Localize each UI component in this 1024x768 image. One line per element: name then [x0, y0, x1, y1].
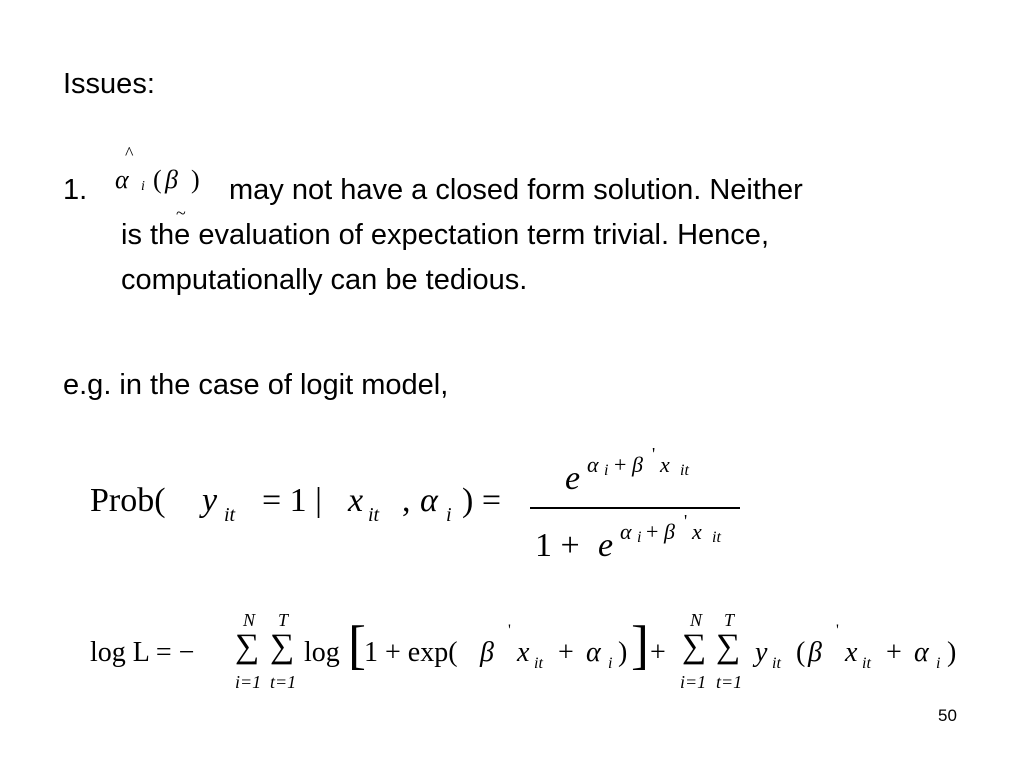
item1-line3: computationally can be tedious. — [121, 264, 528, 296]
y-2-it: it — [772, 655, 781, 672]
close-paren: ) — [191, 165, 200, 194]
sum4-T: T — [724, 610, 735, 630]
sum3-sigma: ∑ — [682, 628, 707, 665]
den-x: x — [692, 519, 702, 544]
slide-heading: Issues: — [63, 68, 155, 100]
comma: , — [402, 482, 411, 519]
x-subscript: it — [368, 504, 380, 526]
open-bracket: [ — [348, 615, 366, 675]
num-prime: ' — [652, 444, 656, 464]
num-it: it — [680, 462, 689, 479]
den-plus: + — [646, 519, 659, 544]
sum3-i1: i=1 — [680, 672, 707, 692]
den-beta: β — [664, 519, 675, 544]
alpha-2-i: i — [936, 655, 941, 672]
y-2: y — [755, 637, 768, 668]
close-paren-2: ) — [947, 637, 957, 668]
sum1-i1: i=1 — [235, 672, 262, 692]
item1-line2: is the evaluation of expectation term trivial. Hence, — [121, 219, 769, 251]
den-prime: ' — [684, 511, 688, 531]
den-alpha: α — [620, 519, 632, 544]
loglik-equation — [90, 610, 990, 700]
sum2-sigma: ∑ — [270, 628, 295, 665]
close-bracket: ] — [631, 615, 649, 675]
plus-2: + — [650, 637, 666, 668]
den-one-plus: 1 + — [535, 527, 580, 564]
alpha-hat-formula — [115, 143, 215, 203]
alpha-subscript-i: i — [446, 504, 452, 526]
log-l-lhs: log L = − — [90, 637, 195, 668]
sum1-sigma: ∑ — [235, 628, 260, 665]
num-i: i — [604, 462, 609, 479]
num-e: e — [565, 460, 581, 497]
sum2-t1: t=1 — [270, 672, 297, 692]
prime-1: ' — [508, 622, 511, 639]
open-paren-2: ( — [796, 637, 806, 668]
alpha-1-i: i — [608, 655, 613, 672]
num-alpha: α — [587, 452, 599, 477]
tilde-mark: ~ — [176, 203, 186, 223]
prob-equation — [90, 444, 770, 580]
beta-1: β — [480, 637, 494, 668]
item1-line1: may not have a closed form solution. Neither — [229, 174, 803, 206]
plus-3: + — [886, 637, 902, 668]
alpha-2: α — [914, 637, 929, 668]
sum1-N: N — [243, 610, 256, 630]
den-i: i — [637, 529, 642, 546]
one-plus-exp: 1 + exp( — [364, 637, 458, 668]
alpha-i: α — [420, 482, 438, 519]
y-subscript: it — [224, 504, 236, 526]
example-text: e.g. in the case of logit model, — [63, 369, 449, 401]
equals-one: = 1 | — [262, 482, 322, 519]
x-1: x — [517, 637, 530, 668]
x-2-it: it — [862, 655, 871, 672]
x-symbol: x — [348, 482, 364, 519]
sum3-N: N — [690, 610, 703, 630]
num-beta: β — [632, 452, 643, 477]
open-paren: ( — [153, 165, 162, 194]
num-x: x — [660, 452, 670, 477]
prime-2: ' — [836, 622, 839, 639]
fraction-bar — [530, 507, 740, 509]
log-word: log — [304, 637, 340, 668]
y-symbol: y — [202, 482, 218, 519]
alpha-subscript: i — [141, 179, 145, 194]
hat-symbol: ^ — [125, 143, 134, 163]
num-plus: + — [614, 452, 627, 477]
sum2-T: T — [278, 610, 289, 630]
sum4-sigma: ∑ — [716, 628, 741, 665]
item-number: 1. — [63, 174, 88, 206]
close-paren-1: ) — [618, 637, 628, 668]
alpha-symbol: α — [115, 165, 129, 194]
page-number: 50 — [938, 706, 957, 725]
den-it: it — [712, 529, 721, 546]
plus-1: + — [558, 637, 574, 668]
beta-2: β — [808, 637, 822, 668]
x-2: x — [845, 637, 858, 668]
alpha-1: α — [586, 637, 601, 668]
close-equals: ) = — [462, 482, 501, 519]
beta-symbol: β — [165, 165, 178, 194]
sum4-t1: t=1 — [716, 672, 743, 692]
den-e: e — [598, 527, 614, 564]
prob-label: Prob( — [90, 482, 166, 519]
x-1-it: it — [534, 655, 543, 672]
